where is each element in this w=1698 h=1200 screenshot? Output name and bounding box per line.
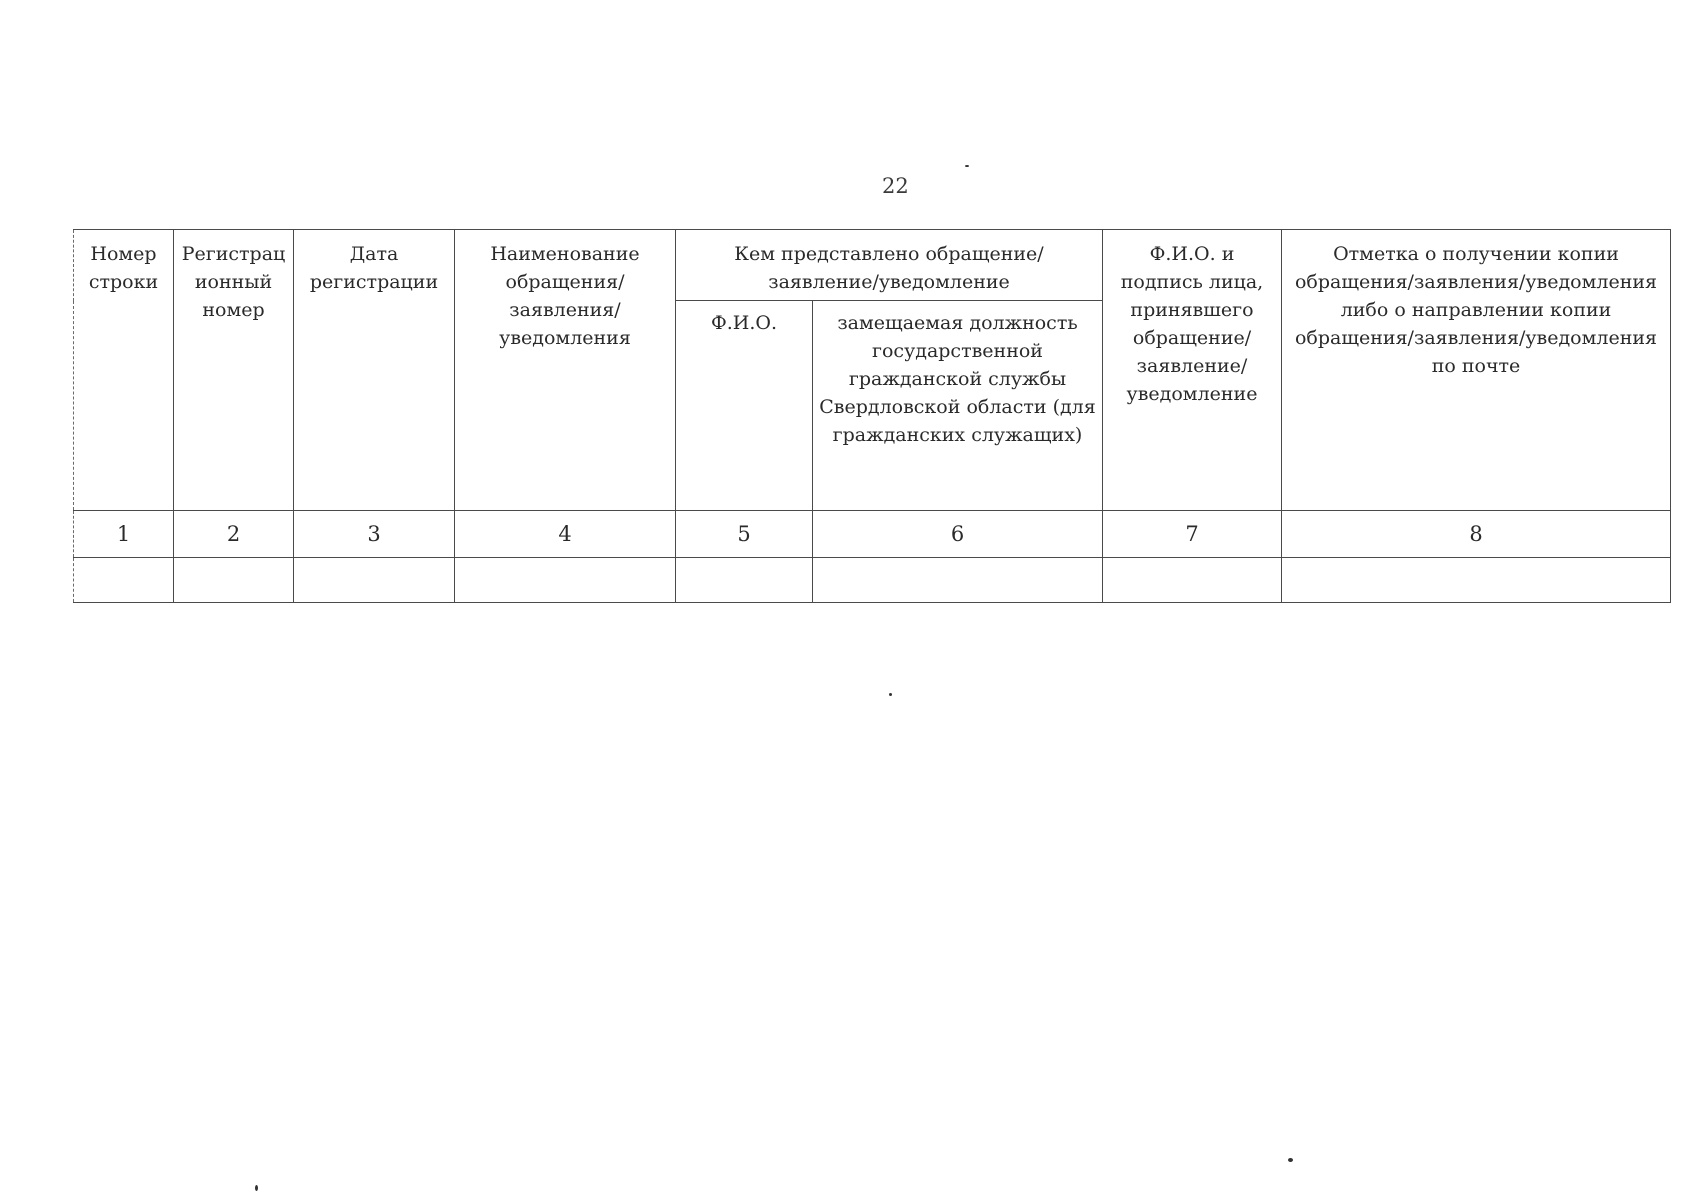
column-number: 8 — [1282, 511, 1671, 558]
header-receiver-name-signature: Ф.И.О. и подпись лица, принявшего обращение/заявление/уведомление — [1103, 230, 1282, 511]
header-registration-number: Регистрационный номер — [174, 230, 294, 511]
table-cell — [676, 558, 813, 603]
column-number: 2 — [174, 511, 294, 558]
table-cell — [174, 558, 294, 603]
column-numbers-row — [74, 511, 1671, 558]
table-cell — [1282, 558, 1671, 603]
header-row-number: Номер строки — [74, 230, 174, 511]
page-number: 22 — [882, 174, 909, 198]
table-cell — [1103, 558, 1282, 603]
column-number: 7 — [1103, 511, 1282, 558]
column-number: 3 — [294, 511, 455, 558]
column-number: 1 — [74, 511, 174, 558]
table-cell — [813, 558, 1103, 603]
table-cell — [455, 558, 676, 603]
header-submitted-by: Кем представлено обращение/заявление/уведомление — [676, 230, 1103, 301]
header-copy-receipt-mark: Отметка о получении копии обращения/заявления/уведомления либо о направлении копии обращения/заявления/уведомления по почте — [1282, 230, 1671, 511]
header-submitter-position: замещаемая должность государственной гражданской службы Свердловской области (для гражданских служащих) — [813, 301, 1103, 511]
table-cell — [294, 558, 455, 603]
header-row — [74, 230, 1671, 301]
scan-speck — [1288, 1158, 1293, 1162]
header-document-name: Наименование обращения/заявления/уведомления — [455, 230, 676, 511]
table-cell — [74, 558, 174, 603]
register-table — [73, 229, 1671, 603]
column-number: 4 — [455, 511, 676, 558]
header-submitter-name: Ф.И.О. — [676, 301, 813, 511]
scan-speck — [255, 1185, 258, 1191]
scan-speck — [889, 693, 892, 696]
column-number: 5 — [676, 511, 813, 558]
header-registration-date: Дата регистрации — [294, 230, 455, 511]
column-number: 6 — [813, 511, 1103, 558]
scan-speck — [965, 165, 969, 167]
table-row — [74, 558, 1671, 603]
